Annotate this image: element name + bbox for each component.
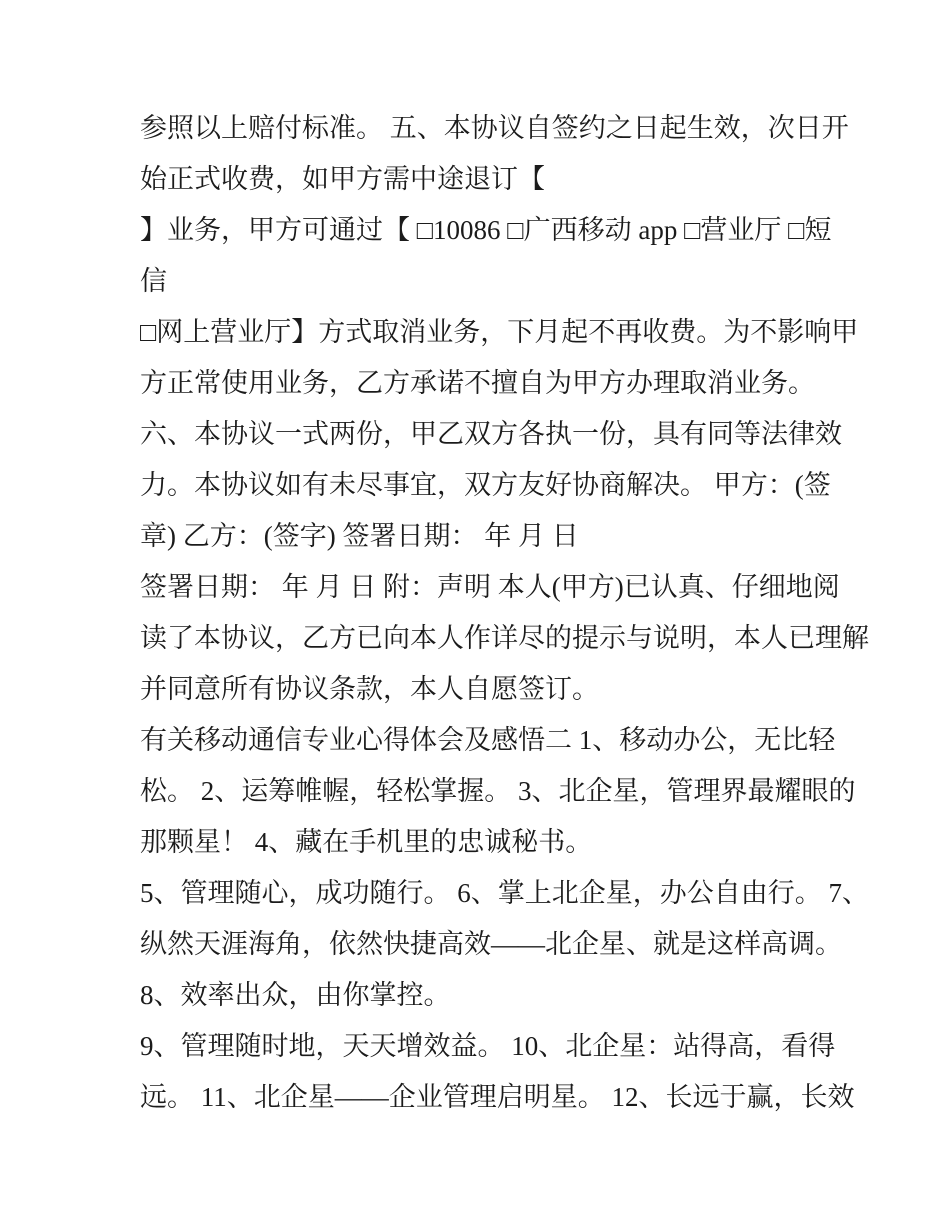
document-line: 信: [140, 266, 167, 296]
document-line: 8、效率出众，由你掌控。: [140, 980, 451, 1010]
document-line: 读了本协议，乙方已向本人作详尽的提示与说明，本人已理解: [140, 623, 869, 653]
document-line: 】业务，甲方可通过【 □10086 □广西移动 app □营业厅 □短: [140, 215, 832, 245]
document-body: [140, 103, 869, 1123]
document-line: 章) 乙方：(签字) 签署日期： 年 月 日: [140, 521, 579, 551]
document-line: 纵然天涯海角，依然快捷高效——北企星、就是这样高调。: [140, 929, 842, 959]
document-line: 9、管理随时地，天天增效益。 10、北企星：站得高，看得: [140, 1031, 836, 1061]
document-line: 5、管理随心，成功随行。 6、掌上北企星，办公自由行。 7、: [140, 878, 869, 908]
document-line: 力。本协议如有未尽事宜，双方友好协商解决。 甲方：(签: [140, 470, 831, 500]
document-line: 有关移动通信专业心得体会及感悟二 1、移动办公，无比轻: [140, 725, 836, 755]
document-line: 松。 2、运筹帷幄，轻松掌握。 3、北企星，管理界最耀眼的: [140, 776, 856, 806]
document-line: 参照以上赔付标准。 五、本协议自签约之日起生效，次日开: [140, 113, 849, 143]
document-line: 远。 11、北企星——企业管理启明星。 12、长远于赢，长效: [140, 1082, 855, 1112]
document-line: 始正式收费，如甲方需中途退订【: [140, 164, 545, 194]
document-line: □网上营业厅】方式取消业务，下月起不再收费。为不影响甲: [140, 317, 859, 347]
document-line: 签署日期： 年 月 日 附：声明 本人(甲方)已认真、仔细地阅: [140, 572, 840, 602]
document-line: 六、本协议一式两份，甲乙双方各执一份，具有同等法律效: [140, 419, 842, 449]
document-line: 那颗星！ 4、藏在手机里的忠诚秘书。: [140, 827, 593, 857]
document-line: 并同意所有协议条款，本人自愿签订。: [140, 674, 599, 704]
document-line: 方正常使用业务，乙方承诺不擅自为甲方办理取消业务。: [140, 368, 815, 398]
